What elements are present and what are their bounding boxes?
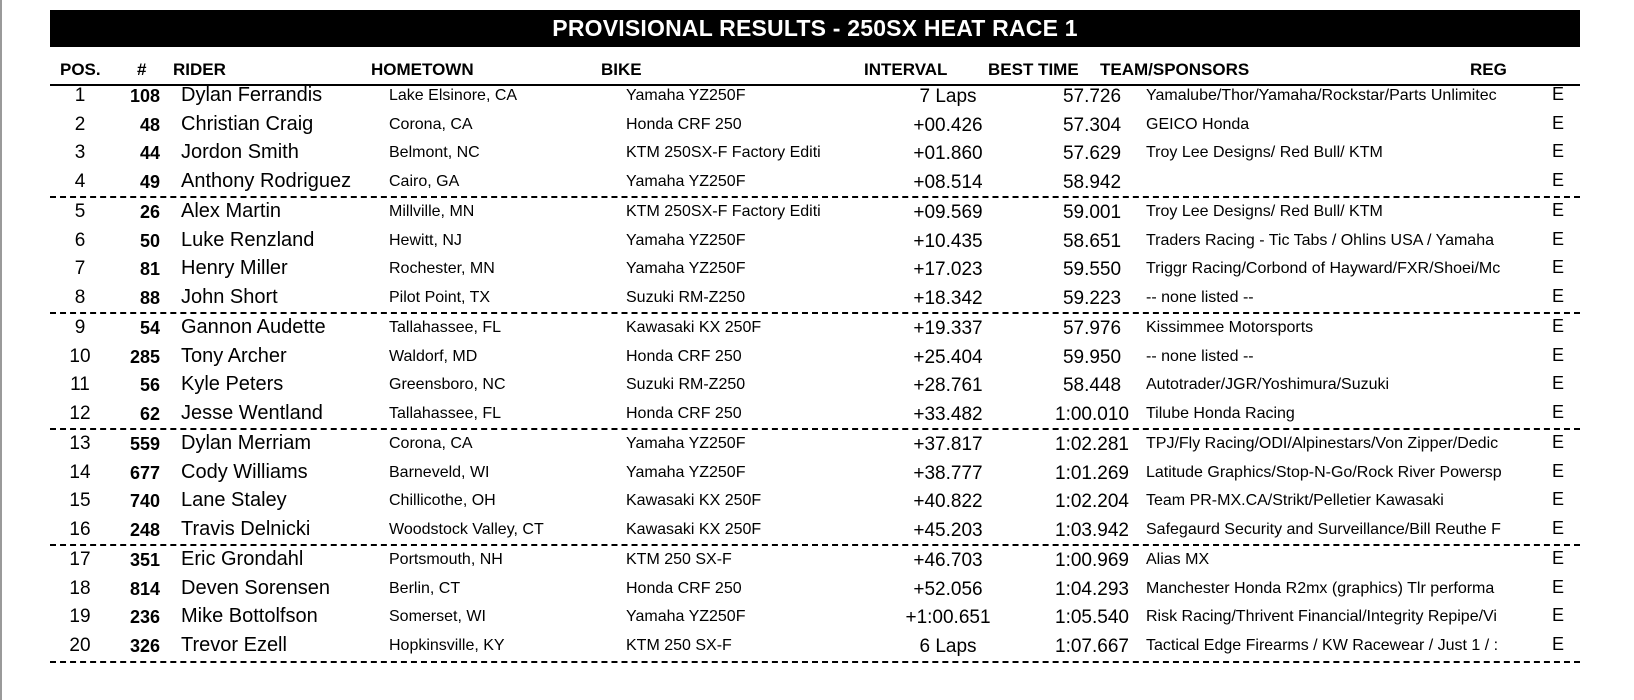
cell-number: 814 [129, 578, 160, 599]
table-row [50, 371, 1580, 400]
cell-bike: Yamaha YZ250F [626, 463, 746, 481]
cell-reg: E [1552, 576, 1565, 597]
cell-hometown: Barneveld, WI [389, 463, 490, 481]
group-divider [50, 428, 1580, 430]
cell-bike: Honda CRF 250 [626, 404, 742, 422]
cell-position: 9 [74, 317, 86, 338]
cell-team-sponsors: -- none listed -- [1146, 288, 1254, 306]
cell-reg: E [1552, 373, 1565, 393]
cell-number: 559 [129, 434, 160, 454]
cell-hometown: Lake Elsinore, CA [389, 87, 518, 104]
cell-rider: Alex Martin [181, 200, 282, 222]
cell-number: 44 [139, 143, 160, 163]
cell-bike: KTM 250 SX-F [626, 636, 732, 654]
table-row [50, 459, 1580, 488]
cell-interval: +10.435 [913, 230, 983, 252]
cell-hometown: Woodstock Valley, CT [389, 520, 544, 538]
cell-rider: Dylan Ferrandis [181, 84, 323, 106]
table-row [50, 111, 1580, 140]
cell-bike: KTM 250SX-F Factory Editi [626, 144, 821, 161]
cell-position: 12 [69, 402, 91, 424]
header-bike: BIKE [601, 60, 642, 79]
cell-bike: Kawasaki KX 250F [626, 492, 762, 509]
cell-rider: Kyle Peters [181, 373, 284, 395]
cell-team-sponsors: Troy Lee Designs/ Red Bull/ KTM [1146, 144, 1383, 161]
cell-bike: Yamaha YZ250F [626, 608, 746, 625]
cell-hometown: Chillicothe, OH [389, 492, 496, 509]
cell-position: 6 [74, 229, 86, 251]
cell-reg: E [1552, 285, 1565, 306]
table-row [50, 487, 1580, 516]
cell-reg: E [1552, 344, 1565, 365]
header-reg: REG [1470, 60, 1507, 79]
cell-bike: Suzuki RM-Z250 [626, 376, 746, 393]
table-row [50, 546, 1580, 575]
table-row [50, 139, 1580, 168]
cell-position: 11 [70, 374, 90, 395]
cell-reg: E [1552, 316, 1565, 336]
cell-hometown: Belmont, NC [389, 144, 480, 161]
cell-reg: E [1552, 489, 1565, 509]
cell-number: 236 [129, 607, 160, 627]
cell-hometown: Berlin, CT [389, 579, 461, 597]
cell-rider: Mike Bottolfson [181, 605, 318, 627]
cell-best-time: 57.629 [1062, 143, 1122, 164]
cell-reg: E [1552, 169, 1565, 190]
cell-team-sponsors: Risk Racing/Thrivent Financial/Integrity Repipe/Vi [1146, 608, 1497, 625]
table-row [50, 632, 1580, 661]
cell-bike: Honda CRF 250 [626, 579, 742, 597]
header-rider: RIDER [173, 60, 226, 79]
cell-best-time: 57.726 [1062, 86, 1122, 107]
cell-hometown: Pilot Point, TX [389, 288, 491, 306]
cell-bike: Honda CRF 250 [626, 347, 742, 365]
cell-position: 4 [74, 170, 86, 192]
cell-hometown: Hewitt, NJ [389, 231, 462, 249]
cell-reg: E [1552, 548, 1565, 568]
cell-team-sponsors: Safegaurd Security and Surveillance/Bill Reuthe F [1146, 520, 1501, 538]
cell-interval: +37.817 [913, 434, 983, 455]
cell-team-sponsors: Team PR-MX.CA/Strikt/Pelletier Kawasaki [1146, 492, 1444, 509]
table-row [50, 343, 1580, 372]
cell-best-time: 59.223 [1062, 287, 1122, 309]
cell-reg: E [1552, 432, 1565, 452]
cell-interval: +09.569 [913, 202, 983, 223]
cell-interval: +28.761 [913, 375, 983, 396]
header-hometown: HOMETOWN [371, 60, 474, 79]
cell-bike: Honda CRF 250 [626, 115, 742, 133]
cell-rider: Henry Miller [181, 257, 288, 279]
cell-position: 8 [74, 286, 86, 308]
cell-position: 19 [69, 606, 91, 627]
cell-interval: +17.023 [913, 259, 983, 280]
cell-team-sponsors: TPJ/Fly Racing/ODI/Alpinestars/Von Zipper/Dedic [1146, 435, 1499, 452]
page-edge [0, 0, 2, 700]
cell-number: 54 [139, 318, 160, 338]
cell-hometown: Waldorf, MD [389, 347, 478, 365]
table-row [50, 82, 1580, 111]
cell-position: 20 [69, 634, 91, 656]
page-title: PROVISIONAL RESULTS - 250SX HEAT RACE 1 [50, 10, 1580, 47]
cell-bike: Yamaha YZ250F [626, 260, 746, 277]
cell-number: 81 [139, 259, 160, 279]
cell-hometown: Hopkinsville, KY [389, 636, 505, 654]
cell-best-time: 1:07.667 [1055, 635, 1129, 657]
cell-bike: KTM 250SX-F Factory Editi [626, 203, 821, 220]
table-row [50, 168, 1580, 197]
cell-reg: E [1552, 228, 1565, 249]
group-divider [50, 661, 1580, 663]
cell-best-time: 58.651 [1062, 230, 1122, 252]
cell-best-time: 59.550 [1062, 259, 1122, 280]
cell-interval: +1:00.651 [905, 607, 991, 628]
cell-bike: Kawasaki KX 250F [626, 319, 762, 336]
cell-rider: Lane Staley [181, 489, 287, 511]
cell-number: 50 [139, 230, 160, 251]
cell-hometown: Corona, CA [389, 115, 473, 133]
cell-hometown: Rochester, MN [389, 260, 495, 277]
cell-interval: 6 Laps [919, 635, 977, 657]
cell-team-sponsors: -- none listed -- [1146, 347, 1254, 365]
cell-rider: John Short [181, 285, 278, 308]
cell-rider: Jordon Smith [181, 141, 299, 163]
table-row [50, 603, 1580, 632]
cell-interval: +18.342 [913, 287, 983, 309]
cell-reg: E [1552, 633, 1565, 654]
cell-interval: +08.514 [913, 171, 983, 193]
cell-position: 10 [69, 345, 91, 367]
cell-number: 248 [129, 519, 160, 540]
cell-bike: Kawasaki KX 250F [626, 520, 762, 538]
cell-team-sponsors: GEICO Honda [1146, 115, 1250, 133]
cell-interval: +19.337 [913, 318, 983, 339]
cell-bike: Yamaha YZ250F [626, 172, 746, 190]
cell-number: 49 [139, 171, 160, 192]
table-row [50, 314, 1580, 343]
group-divider [50, 544, 1580, 546]
cell-best-time: 1:02.281 [1055, 434, 1129, 455]
cell-position: 18 [69, 577, 91, 599]
cell-rider: Gannon Audette [181, 316, 326, 338]
cell-interval: +25.404 [913, 346, 983, 368]
cell-rider: Tony Archer [181, 344, 287, 367]
table-row [50, 516, 1580, 545]
header-best-time: BEST TIME [988, 60, 1079, 79]
cell-best-time: 1:05.540 [1055, 607, 1129, 628]
cell-interval: +00.426 [913, 114, 983, 136]
cell-reg: E [1552, 141, 1565, 161]
cell-best-time: 59.950 [1062, 346, 1122, 368]
cell-team-sponsors: Tactical Edge Firearms / KW Racewear / Just 1 / : [1146, 636, 1499, 654]
cell-position: 1 [74, 85, 86, 106]
cell-team-sponsors: Kissimmee Motorsports [1146, 319, 1314, 336]
table-row [50, 575, 1580, 604]
cell-number: 26 [139, 202, 160, 222]
cell-position: 7 [74, 258, 86, 279]
cell-bike: Yamaha YZ250F [626, 87, 746, 104]
cell-team-sponsors: Traders Racing - Tic Tabs / Ohlins USA / Yamaha [1146, 231, 1494, 249]
cell-team-sponsors: Alias MX [1146, 551, 1210, 568]
cell-rider: Dylan Merriam [181, 432, 312, 454]
cell-number: 56 [139, 375, 160, 395]
header-team-sponsors: TEAM/SPONSORS [1100, 60, 1250, 79]
cell-number: 326 [129, 635, 160, 656]
cell-reg: E [1552, 460, 1565, 481]
cell-team-sponsors: Manchester Honda R2mx (graphics) Tlr performa [1146, 579, 1495, 597]
table-row [50, 284, 1580, 313]
cell-bike: Suzuki RM-Z250 [626, 288, 746, 306]
cell-reg: E [1552, 84, 1565, 104]
cell-reg: E [1552, 401, 1565, 422]
cell-number: 62 [139, 403, 160, 424]
header-pos: POS. [60, 60, 101, 79]
cell-interval: +52.056 [913, 578, 983, 600]
cell-interval: +45.203 [913, 519, 983, 541]
cell-bike: KTM 250 SX-F [626, 551, 732, 568]
cell-position: 2 [74, 113, 86, 135]
cell-reg: E [1552, 517, 1565, 538]
cell-number: 351 [129, 550, 160, 570]
cell-best-time: 1:00.010 [1055, 403, 1129, 425]
cell-rider: Jesse Wentland [181, 401, 323, 424]
cell-rider: Deven Sorensen [181, 576, 330, 599]
table-row [50, 255, 1580, 284]
cell-position: 3 [74, 142, 86, 163]
cell-hometown: Cairo, GA [389, 172, 460, 190]
cell-best-time: 1:04.293 [1055, 578, 1129, 600]
cell-interval: +46.703 [913, 550, 983, 571]
cell-rider: Anthony Rodriguez [181, 169, 352, 192]
cell-interval: +38.777 [913, 462, 983, 484]
cell-team-sponsors: Autotrader/JGR/Yoshimura/Suzuki [1146, 376, 1390, 393]
cell-position: 17 [69, 549, 91, 570]
cell-team-sponsors: Yamalube/Thor/Yamaha/Rockstar/Parts Unlimitec [1146, 87, 1497, 104]
cell-hometown: Tallahassee, FL [389, 319, 502, 336]
cell-team-sponsors: Tilube Honda Racing [1146, 404, 1295, 422]
cell-hometown: Tallahassee, FL [389, 404, 502, 422]
cell-number: 108 [129, 86, 160, 106]
cell-best-time: 1:00.969 [1055, 550, 1129, 571]
cell-number: 677 [129, 462, 160, 483]
cell-hometown: Corona, CA [389, 435, 473, 452]
cell-reg: E [1552, 605, 1565, 625]
cell-interval: 7 Laps [919, 86, 977, 107]
cell-number: 740 [129, 491, 160, 511]
cell-position: 16 [69, 518, 91, 540]
cell-position: 15 [69, 490, 91, 511]
group-divider [50, 312, 1580, 314]
cell-position: 14 [69, 461, 91, 483]
cell-best-time: 57.304 [1062, 114, 1122, 136]
cell-best-time: 1:02.204 [1055, 491, 1129, 512]
cell-interval: +40.822 [913, 491, 983, 512]
cell-number: 88 [139, 287, 160, 308]
cell-best-time: 59.001 [1062, 202, 1122, 223]
cell-team-sponsors: Triggr Racing/Corbond of Hayward/FXR/Shoei/Mc [1146, 260, 1501, 277]
cell-rider: Trevor Ezell [181, 633, 287, 656]
cell-position: 5 [74, 201, 86, 222]
group-divider [50, 196, 1580, 198]
table-row [50, 198, 1580, 227]
cell-reg: E [1552, 200, 1565, 220]
cell-hometown: Portsmouth, NH [389, 551, 503, 568]
cell-best-time: 58.448 [1062, 375, 1122, 396]
cell-bike: Yamaha YZ250F [626, 435, 746, 452]
cell-bike: Yamaha YZ250F [626, 231, 746, 249]
cell-rider: Luke Renzland [181, 228, 315, 251]
header-interval: INTERVAL [864, 60, 948, 79]
cell-rider: Travis Delnicki [181, 517, 311, 540]
header-number: # [137, 60, 147, 79]
cell-best-time: 1:03.942 [1055, 519, 1129, 541]
table-row [50, 227, 1580, 256]
cell-team-sponsors: Latitude Graphics/Stop-N-Go/Rock River Powersp [1146, 463, 1502, 481]
table-row [50, 400, 1580, 429]
table-row [50, 430, 1580, 459]
cell-hometown: Greensboro, NC [389, 376, 506, 393]
cell-position: 13 [69, 433, 91, 454]
cell-team-sponsors: Troy Lee Designs/ Red Bull/ KTM [1146, 203, 1383, 220]
cell-best-time: 58.942 [1062, 171, 1122, 193]
cell-interval: +33.482 [913, 403, 983, 425]
cell-best-time: 1:01.269 [1055, 462, 1129, 484]
cell-rider: Eric Grondahl [181, 548, 304, 570]
cell-best-time: 57.976 [1062, 318, 1122, 339]
cell-number: 48 [139, 114, 160, 135]
cell-number: 285 [129, 346, 160, 367]
cell-reg: E [1552, 112, 1565, 133]
cell-rider: Christian Craig [181, 112, 314, 135]
cell-reg: E [1552, 257, 1565, 277]
cell-hometown: Millville, MN [389, 203, 475, 220]
cell-hometown: Somerset, WI [389, 608, 486, 625]
cell-rider: Cody Williams [181, 460, 308, 483]
cell-interval: +01.860 [913, 143, 983, 164]
